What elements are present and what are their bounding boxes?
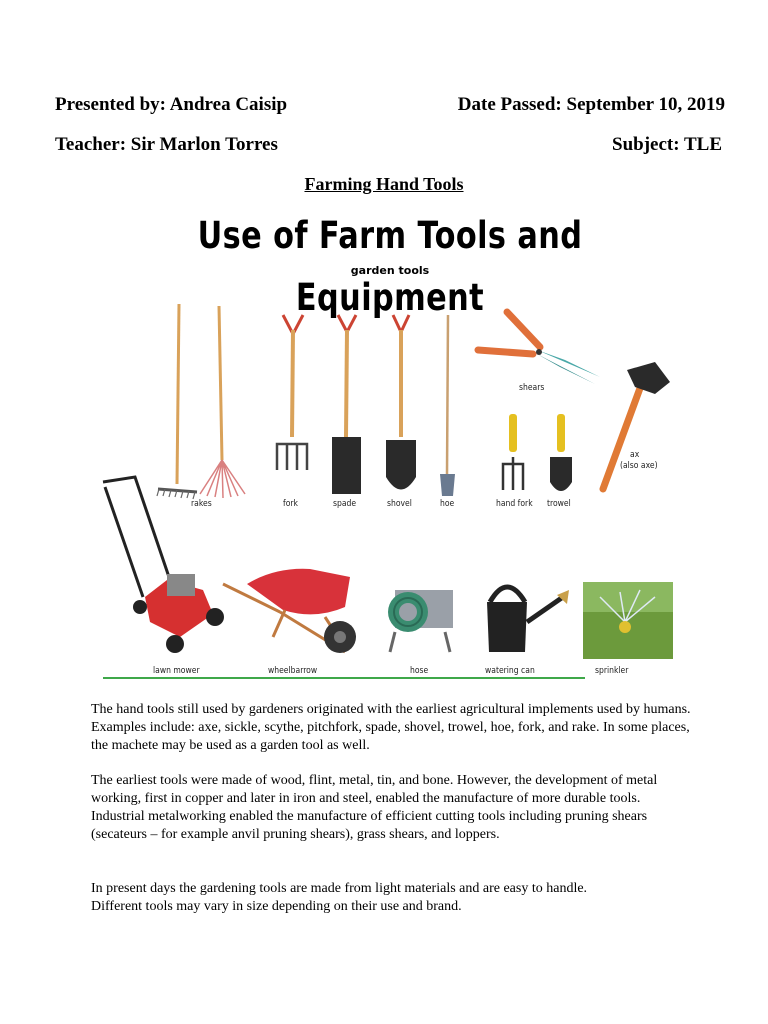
hoe-icon <box>440 315 455 496</box>
label-hand-fork: hand fork <box>496 499 533 509</box>
leaf-rake-icon <box>200 306 245 498</box>
subject: Subject: TLE <box>612 134 722 155</box>
label-sprinkler: sprinkler <box>595 666 629 676</box>
teacher: Teacher: Sir Marlon Torres <box>55 134 278 155</box>
paragraph-origins: The hand tools still used by gardeners originated with the earliest agricultural implements used by humans. Examples include: axe, sickle, scythe, pitchfork, spade, shovel, trowel, hoe, fork, and rake. In some places, the machete may be used as a garden tool as well. <box>91 702 691 753</box>
presented-by: Presented by: Andrea Caisip <box>55 94 288 115</box>
figure-title-line2: Equipment <box>295 276 485 319</box>
hand-fork-icon <box>503 414 523 490</box>
trowel-icon <box>550 414 572 491</box>
document-title: Farming Hand Tools <box>304 174 464 194</box>
rake-icon <box>157 304 197 499</box>
paragraph-materials: The earliest tools were made of wood, flint, metal, tin, and bone. However, the development of metal working, first in copper and later in iron and steel, enabled the manufacture of more durable tools. Industrial metalworking enabled the manufacture of efficient cutting tools including pruning shears (secateurs – for example anvil pruning shears), grass shears, and loppers. <box>91 773 658 842</box>
figure-subtitle: garden tools <box>350 264 430 277</box>
label-shovel: shovel <box>387 499 412 509</box>
shovel-icon <box>386 315 416 490</box>
watering-can-icon <box>487 587 569 652</box>
label-hoe: hoe <box>440 499 455 509</box>
label-trowel: trowel <box>547 499 571 509</box>
label-hose: hose <box>410 666 429 676</box>
sprinkler-icon <box>583 582 673 659</box>
label-watering-can: watering can <box>485 666 535 676</box>
wheelbarrow-icon <box>223 569 356 653</box>
date-passed: Date Passed: September 10, 2019 <box>457 94 725 115</box>
shears-icon <box>478 312 600 384</box>
figure-title-line1: Use of Farm Tools and <box>197 214 583 257</box>
spade-icon <box>332 315 361 494</box>
label-ax-note: (also axe) <box>620 461 658 471</box>
label-wheelbarrow: wheelbarrow <box>268 666 318 676</box>
label-shears: shears <box>519 383 545 393</box>
hose-reel-icon <box>388 590 453 652</box>
label-rakes: rakes <box>191 499 212 509</box>
paragraph-present-day: In present days the gardening tools are made from light materials and are easy to handle. Different tools may vary in size depending on their use and brand. <box>91 881 588 914</box>
label-fork: fork <box>283 499 298 509</box>
label-spade: spade <box>333 499 357 509</box>
farm-tools-illustration <box>95 212 685 682</box>
label-ax: ax <box>630 450 640 460</box>
fork-icon <box>277 315 307 470</box>
label-lawn-mower: lawn mower <box>153 666 200 676</box>
